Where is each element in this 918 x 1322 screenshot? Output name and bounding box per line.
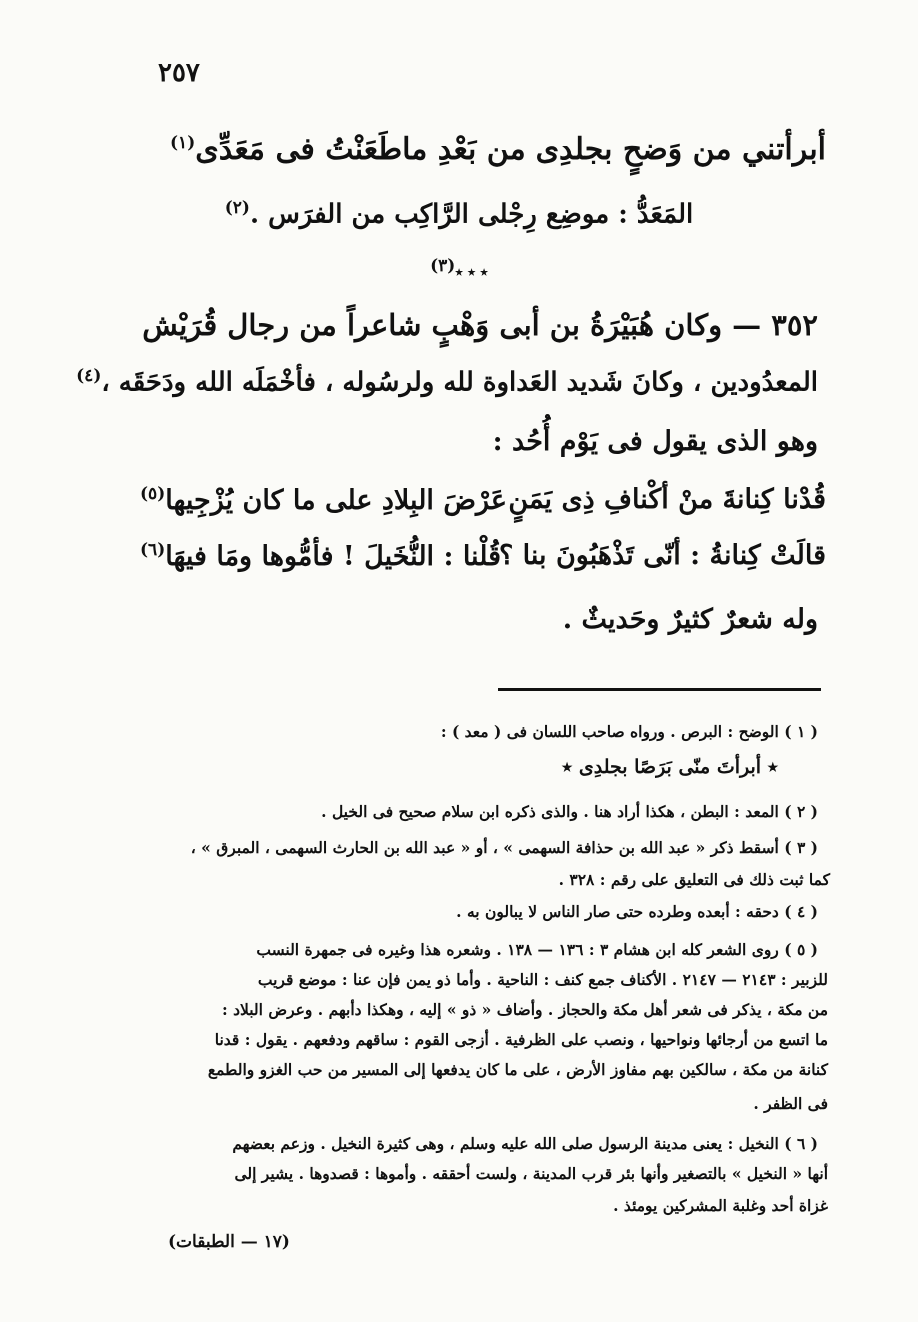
verse3-first-hemistich: قالَتْ كِنانةُ : أنّى تَذْهَبُونَ بنا ؟ — [498, 540, 826, 571]
verse2-first-hemistich: قُدْنا كِنانةَ منْ أكْنافِ ذِى يَمَنٍ — [508, 484, 826, 515]
footnote-6-line-3: غزاة أحد وغلبة المشركين يومئذ . — [613, 1196, 828, 1215]
verse3-second-hemistich-wrap — [140, 540, 501, 572]
entry-line-1: ٣٥٢ — وكان هُبَيْرَةُ بن أبى وَهْبٍ شاعراً من رجال قُرَيْش — [142, 308, 818, 342]
footnote-5-line-3: من مكة ، يذكر فى شعر أهل مكة والحجاز . وأضاف « ذو » إليه ، وهكذا دأبهم . وعرض البلاد : — [221, 1000, 828, 1019]
verse2-second-hemistich: عَرْضَ البِلادِ على ما كان يُزْجِيها — [165, 485, 507, 516]
section-separator — [0, 256, 918, 281]
footnote-mark-4: (٤) — [76, 366, 102, 386]
footnote-6-line-2: أنها « النخيل » بالتصغير وأنها بئر قرب المدينة ، ولست أحققه . وأموها : قصدوها . يشير إلى — [234, 1164, 828, 1183]
footnote-mark-3: (٣) — [430, 256, 456, 276]
entry-line-2-wrap — [76, 366, 818, 398]
entry-line-2: المعدُودين ، وكانَ شَديد العَداوة لله ولرسُوله ، فأخْمَلَه الله ودَحَقَه ، — [101, 367, 818, 398]
footnote-5-line-5: كنانة من مكة ، سالكين بهم مفاوز الأرض ، على ما كان يدفعها إلى المسير من حب الغزو والطمع — [207, 1060, 828, 1079]
footnote-mark-2: (٢) — [224, 198, 250, 218]
signature-mark: (١٧ — الطبقات) — [168, 1232, 290, 1252]
verse3-second-hemistich: قُلْنا : النُّخَيلَ ! فأمُّوها ومَا فيهَا — [165, 541, 502, 572]
footnote-1: ( ١ ) الوضح : البرص . ورواه صاحب اللسان فى ( معد ) : — [440, 722, 818, 741]
footnote-4: ( ٤ ) دحقه : أبعده وطرده حتى صار الناس لا يبالون به . — [456, 902, 818, 921]
separator-stars: ٭ ٭ ٭ — [455, 264, 488, 281]
footnote-5-line-6: فى الظفر . — [753, 1094, 828, 1113]
footnote-5-line-4: ما اتسع من أرجائها ونواحيها ، ونصب على الظرفية . أزجى القوم : ساقهم ودفعهم . يقول : قدنا — [214, 1030, 828, 1049]
footnote-mark-6: (٦) — [140, 540, 166, 560]
footnote-mark-5: (٥) — [140, 484, 166, 504]
verse2-second-hemistich-wrap — [140, 484, 507, 516]
verse1-first-hemistich: أبرأتني من وَضحٍ بجلدِى — [535, 132, 826, 167]
closing-line: وله شعرٌ كثيرٌ وحَديثٌ . — [562, 604, 818, 635]
footnote-1-quote: ٭ أبرأتَ منّى بَرَصًا بجلدِى ٭ — [561, 756, 778, 778]
verse1-second-hemistich: من بَعْدِ ماطَعَنْتُ فى مَعَدِّى — [195, 132, 526, 167]
gloss-line — [0, 198, 918, 230]
footnote-2: ( ٢ ) المعد : البطن ، هكذا أراد هنا . والذى ذكره ابن سلام صحيح فى الخيل . — [321, 802, 818, 821]
footnote-3-cont: كما ثبت ذلك فى التعليق على رقم : ٣٢٨ . — [558, 870, 830, 889]
footnote-5: ( ٥ ) روى الشعر كله ابن هشام ٣ : ١٣٦ — ١٣٨ . وشعره هذا وغيره فى جمهرة النسب — [256, 940, 818, 959]
footnote-5-line-2: للزبير : ٢١٤٣ — ٢١٤٧ . الأكناف جمع كنف : الناحية . وأما ذو يمن فإن عنا : موضع قريب — [257, 970, 828, 989]
entry-line-3: وهو الذى يقول فى يَوْم أُحُد : — [492, 426, 818, 457]
verse1-second-hemistich-wrap — [170, 132, 526, 167]
footnote-mark-1: (١) — [170, 133, 196, 153]
footnote-3: ( ٣ ) أسقط ذكر « عبد الله بن حذافة السهمى » ، أو « عبد الله بن الحارث السهمى ، المبرق » ، — [190, 838, 818, 857]
footnote-6: ( ٦ ) النخيل : يعنى مدينة الرسول صلى الله عليه وسلم ، وهى كثيرة النخيل . وزعم بعضهم — [232, 1134, 818, 1153]
footnote-rule — [498, 688, 821, 691]
gloss-text: المَعَدُّ : موضِع رِجْلى الرَّاكِب من الفرَس . — [249, 199, 694, 230]
page-number: ٢٥٧ — [158, 58, 200, 88]
